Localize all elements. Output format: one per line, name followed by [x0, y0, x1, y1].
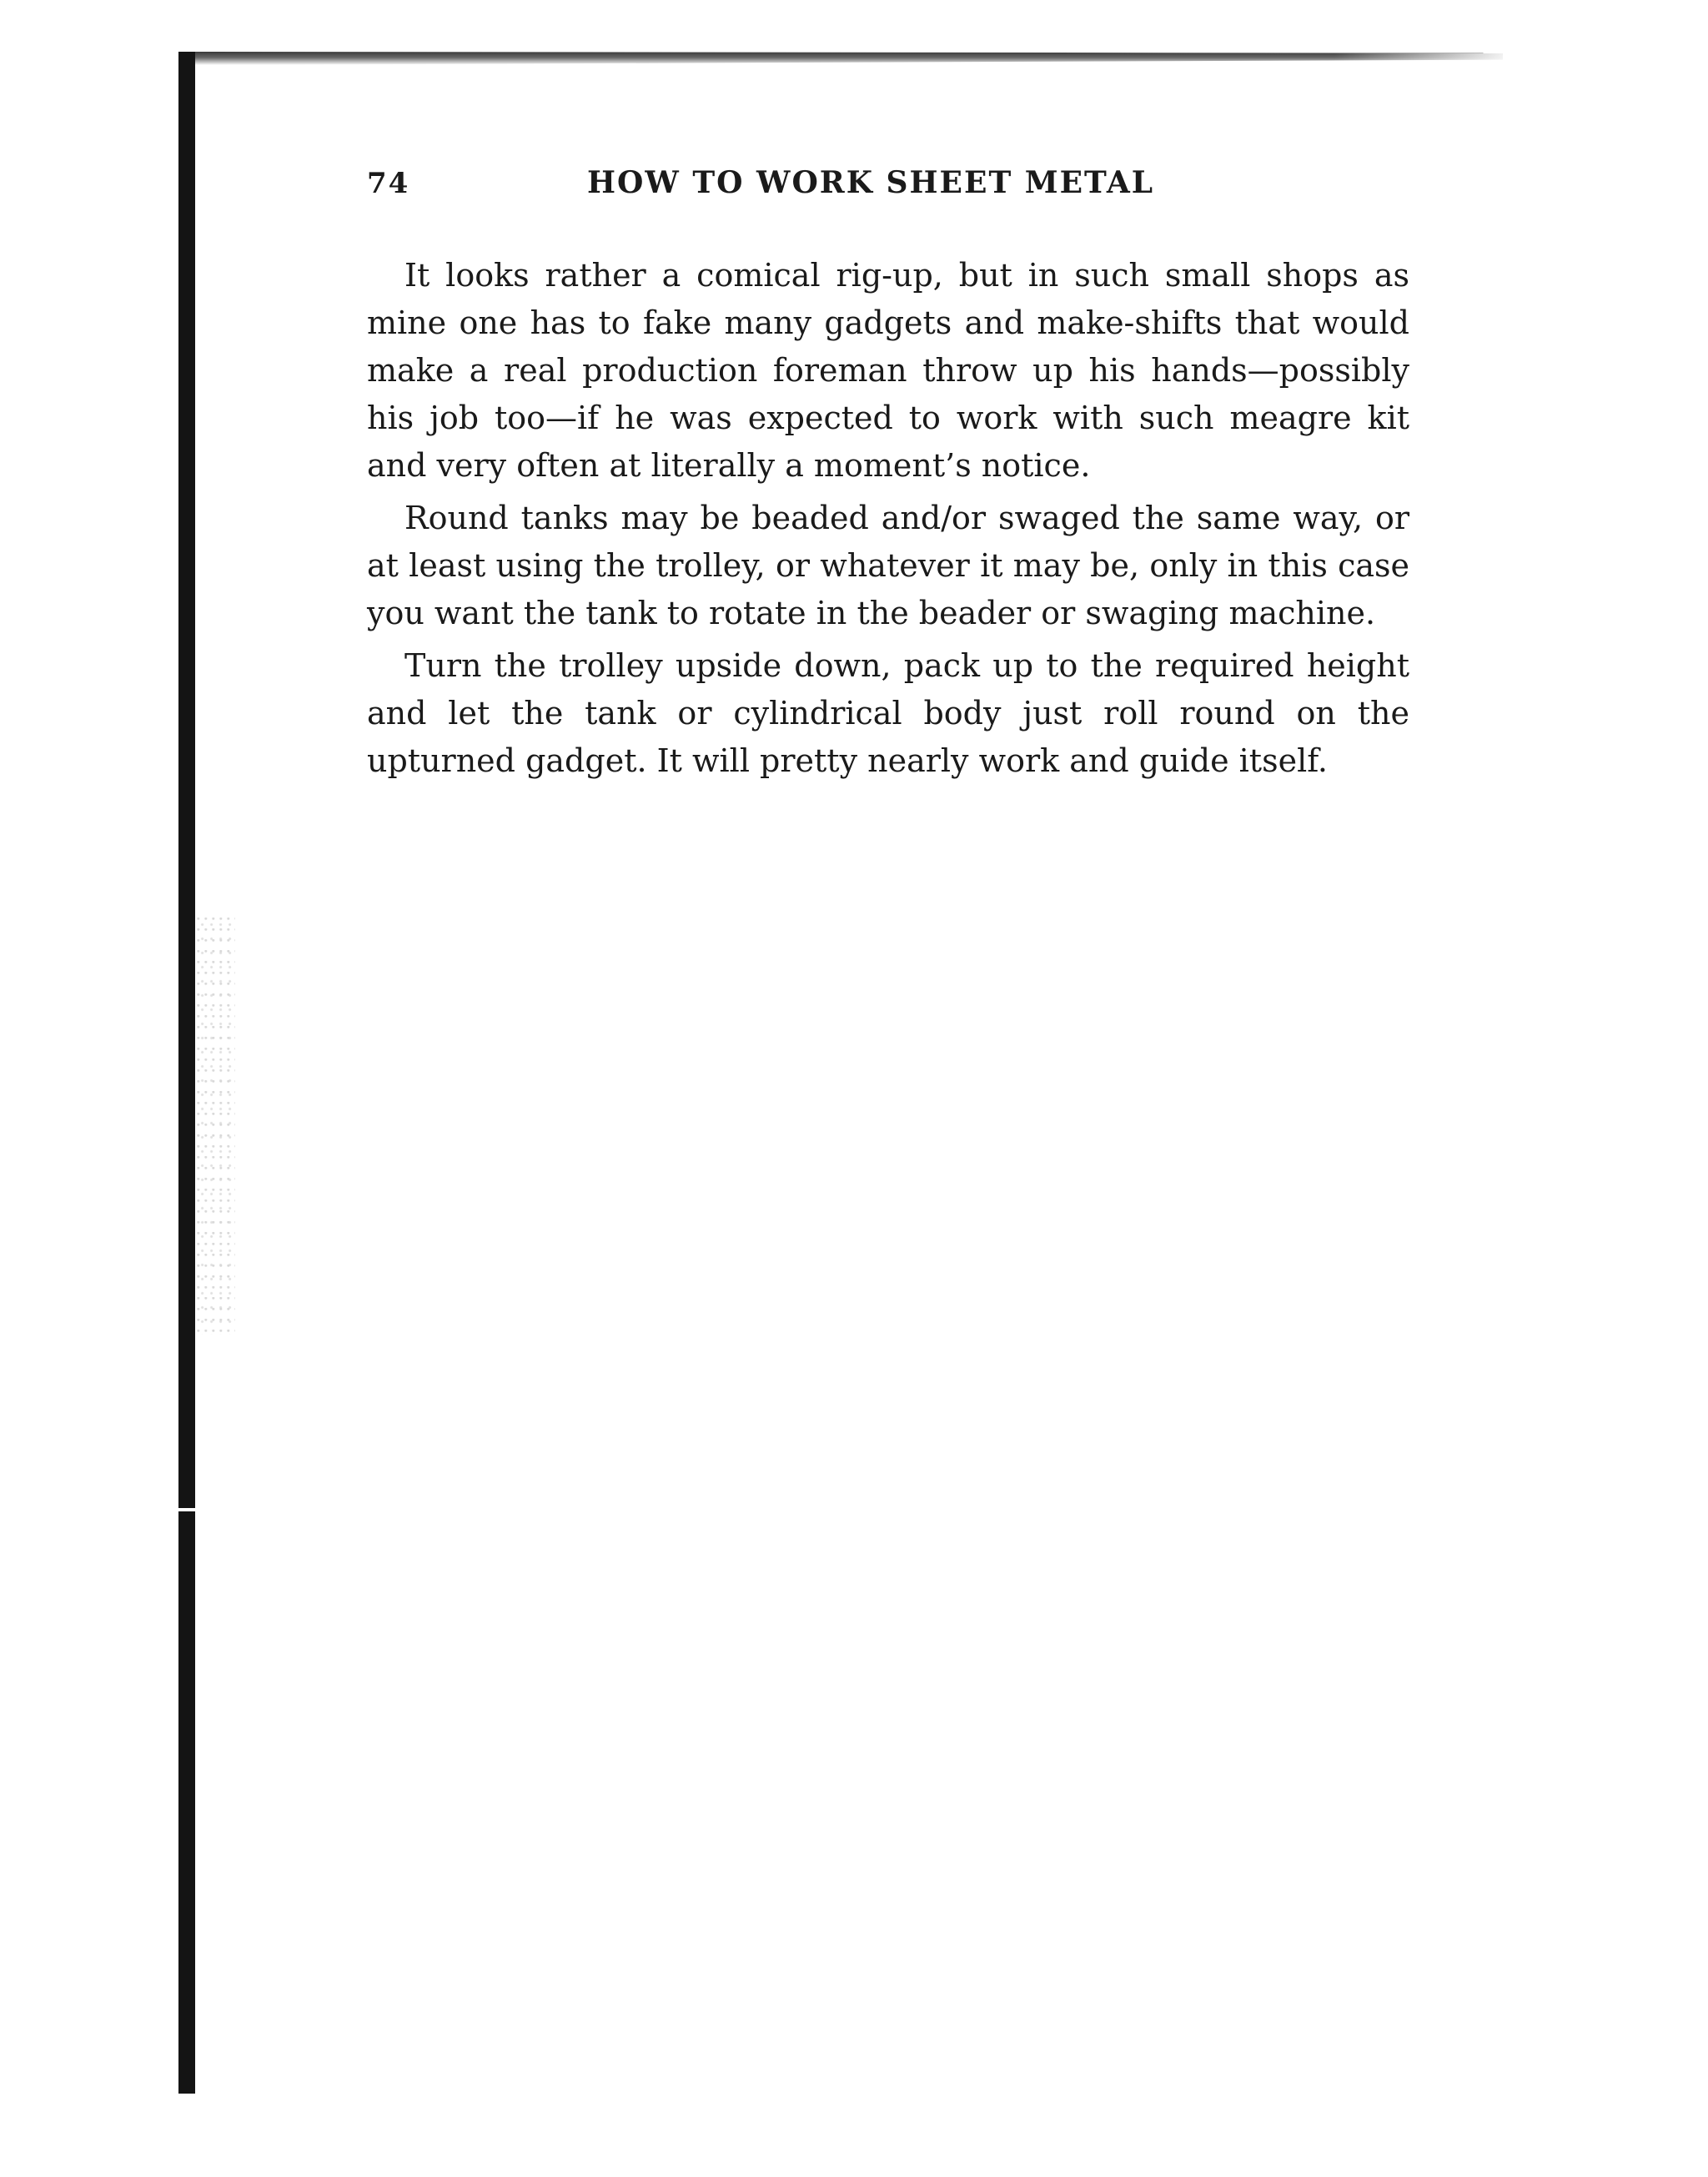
- running-title: HOW TO WORK SHEET METAL: [587, 165, 1155, 200]
- running-head: [367, 160, 1409, 210]
- book-page: [367, 160, 1409, 790]
- body-text: [367, 252, 1409, 785]
- paragraph-1: It looks rather a comical rig-up, but in such small shops as mine one has to fake many gadgets and make-shifts that would make a real production foreman throw up his hands—possibly his job too—if he was expected to work with such meagre kit and very often at literally a moment’s notice.: [367, 257, 1409, 484]
- scan-spine-gap: [178, 1508, 195, 1511]
- scan-book-spine: [178, 52, 195, 2094]
- scan-top-edge: [185, 52, 1503, 65]
- page-number: 74: [367, 167, 410, 200]
- paragraph-2: Round tanks may be beaded and/or swaged the same way, or at least using the trolley, or whatever it may be, only in this case you want the tank to rotate in the beader or swaging machine.: [367, 500, 1409, 631]
- scan-speckle: [197, 918, 235, 1335]
- paragraph-3: Turn the trolley upside down, pack up to the required height and let the tank or cylindrical body just roll round on the upturned gadget. It will pretty nearly work and guide itself.: [367, 647, 1409, 779]
- scan-top-edge-fade: [1334, 53, 1518, 62]
